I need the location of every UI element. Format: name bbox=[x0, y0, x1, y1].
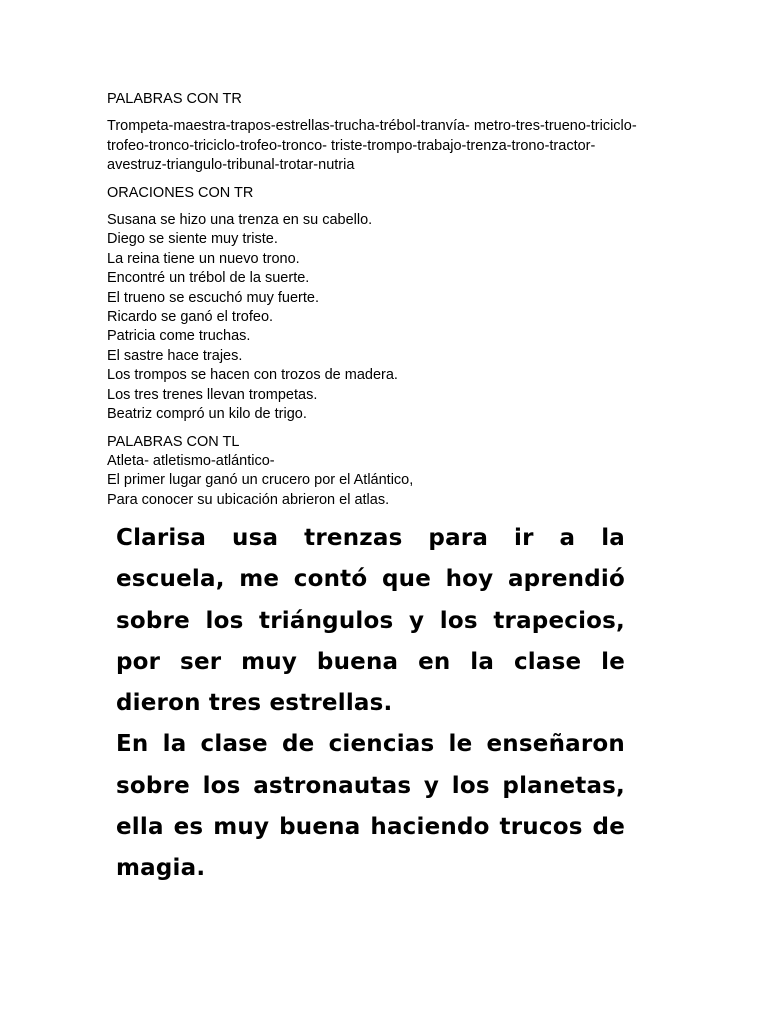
section-heading: PALABRAS CON TR bbox=[107, 91, 242, 107]
text-line: trofeo-tronco-triciclo-trofeo-tronco- triste-trompo-trabajo-trenza-trono-tractor- bbox=[107, 137, 596, 154]
sentence-line: El trueno se escuchó muy fuerte. bbox=[107, 289, 319, 306]
text-line: avestruz-triangulo-tribunal-trotar-nutria bbox=[107, 157, 355, 174]
story-paragraph: Clarisa usa trenzas para ir a la escuela, me contó que hoy aprendió sobre los triángulos y los trapecios, por ser muy buena en la clase le dieron tres estrellas. bbox=[116, 525, 625, 717]
sentence-list bbox=[107, 211, 667, 424]
text-line: Atleta- atletismo-atlántico- bbox=[107, 452, 275, 469]
text-line: Trompeta-maestra-trapos-estrellas-trucha-trébol-tranvía- metro-tres-trueno-triciclo- bbox=[107, 118, 637, 135]
sentence-line: El sastre hace trajes. bbox=[107, 347, 243, 364]
section-heading: ORACIONES CON TR bbox=[107, 184, 254, 201]
sentence-line: Encontré un trébol de la suerte. bbox=[107, 270, 310, 287]
word-list bbox=[107, 117, 667, 175]
sentence-line: Susana se hizo una trenza en su cabello. bbox=[107, 212, 373, 229]
story-paragraph: En la clase de ciencias le enseñaron sobre los astronautas y los planetas, ella es muy buena haciendo trucos de magia. bbox=[116, 731, 625, 882]
document-body bbox=[107, 90, 667, 518]
sentence-line: Diego se siente muy triste. bbox=[107, 231, 278, 248]
story-text bbox=[116, 518, 625, 890]
sentence-line: Patricia come truchas. bbox=[107, 328, 251, 345]
section-palabras-tr bbox=[107, 90, 667, 176]
section-oraciones-tr bbox=[107, 184, 667, 425]
sentence-line: Los tres trenes llevan trompetas. bbox=[107, 386, 318, 403]
text-line: El primer lugar ganó un crucero por el Atlántico, bbox=[107, 472, 414, 489]
sentence-line: Los trompos se hacen con trozos de madera. bbox=[107, 367, 398, 384]
section-heading: PALABRAS CON TL bbox=[107, 433, 240, 450]
text-line: Para conocer su ubicación abrieron el atlas. bbox=[107, 491, 390, 508]
sentence-line: La reina tiene un nuevo trono. bbox=[107, 250, 300, 267]
sentence-line: Beatriz compró un kilo de trigo. bbox=[107, 406, 307, 423]
tl-list bbox=[107, 452, 667, 510]
section-palabras-tl bbox=[107, 433, 667, 511]
sentence-line: Ricardo se ganó el trofeo. bbox=[107, 309, 274, 326]
